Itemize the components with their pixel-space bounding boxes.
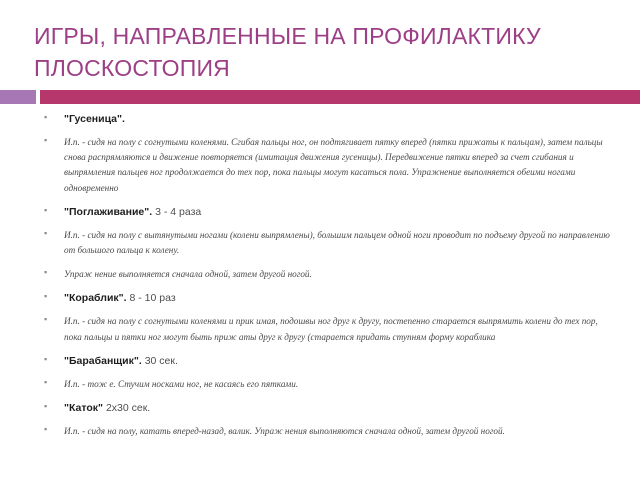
- exercise-duration: 2х30 сек.: [105, 402, 151, 415]
- exercise-description: ▪ И.п. - сидя на полу с вытянутыми ногами (колени выпрямлены), большим пальцем одной ноги проводит по подъему другой по направлению от большого пальца к колену.: [64, 229, 610, 256]
- exercise-duration: 30 сек.: [144, 354, 178, 367]
- exercise-description: ▪ И.п. - сидя на полу, катать вперед-назад, валик. Упраж нения выполняются сначала одной, затем другой ногой.: [64, 426, 505, 437]
- exercise-duration: 3 - 4 раза: [155, 205, 202, 218]
- list-item: [44, 401, 610, 415]
- list-item: [44, 424, 610, 439]
- exercise-list: [44, 112, 610, 448]
- exercise-title-caterpillar: "Гусеница".: [64, 113, 125, 125]
- exercise-description: ▪ И.п. - тож е. Стучим носками ног, не касаясь его пятками.: [64, 378, 299, 389]
- list-item: [44, 354, 610, 368]
- list-item: [44, 377, 610, 392]
- list-item: [44, 228, 610, 258]
- exercise-title-boat: "Кораблик".: [64, 292, 127, 305]
- accent-bar-left: [0, 90, 36, 104]
- list-item: [44, 267, 610, 282]
- slide-title: ИГРЫ, НАПРАВЛЕННЫЕ НА ПРОФИЛАКТИКУ ПЛОСКОСТОПИЯ: [34, 23, 541, 81]
- list-item: [44, 135, 610, 196]
- exercise-title-stroking: "Поглаживание".: [64, 205, 153, 218]
- exercise-title-roller: "Каток": [64, 402, 104, 415]
- exercise-description: ▪ И.п. - сидя на полу с согнутыми коленями. Сгибая пальцы ног, он подтягивает пятку вперед (пятки прижаты к пальцам), затем пальцы снова распрямляются и движение повторяется (имитация движения гусеницы). Передвижение пятки вперед за счет сгибания и выпрямления пальцев ног продолжается до тех пор, пока пальцы могут касаться пола. Упражнение выполняется обеими ногами одновременно: [64, 137, 603, 193]
- list-item: [44, 314, 610, 344]
- exercise-duration: 8 - 10 раз: [129, 292, 176, 305]
- list-item: [44, 291, 610, 305]
- exercise-note: ▪ Упраж нение выполняется сначала одной, затем другой ногой.: [64, 269, 312, 280]
- list-item: [44, 112, 610, 126]
- list-item: [44, 205, 610, 219]
- exercise-title-drummer: "Барабанщик".: [64, 354, 142, 367]
- accent-bar-right: [40, 90, 640, 104]
- exercise-description: ▪ И.п. - сидя на полу с согнутыми коленями и прик имая, подошвы ног друг к другу, постепенно старается выпрямить колени до тех пор, пока пальцы и пятки ног могут быть приж аты друг к другу (старается придать ступням форму кораблика: [64, 316, 598, 342]
